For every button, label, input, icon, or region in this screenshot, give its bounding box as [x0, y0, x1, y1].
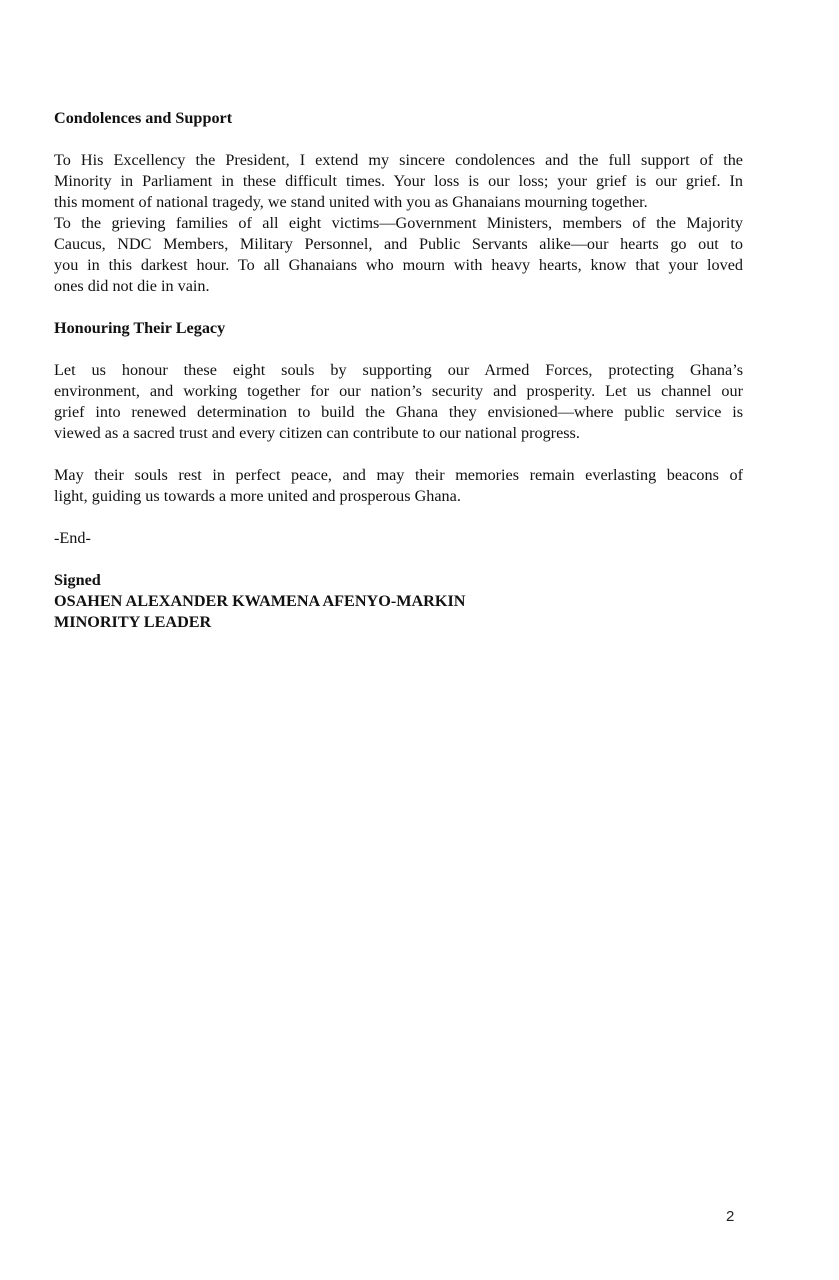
page-number: 2	[726, 1208, 735, 1225]
signatory-name: OSAHEN ALEXANDER KWAMENA AFENYO-MARKIN	[54, 592, 466, 610]
paragraph-rest-in-peace	[54, 465, 743, 507]
paragraph-legacy	[54, 360, 743, 444]
text-line: viewed as a sacred trust and every citizen can contribute to our national progress.	[54, 424, 580, 442]
signed-label: Signed	[54, 571, 101, 589]
text-line: you in this darkest hour. To all Ghanaians who mourn with heavy hearts, know that your loved	[54, 256, 743, 274]
text-line: Caucus, NDC Members, Military Personnel, and Public Servants alike—our hearts go out to	[54, 235, 743, 253]
paragraph-condolences	[54, 150, 743, 297]
text-line: To His Excellency the President, I extend my sincere condolences and the full support of the	[54, 151, 743, 169]
document-body	[54, 108, 743, 633]
text-line: environment, and working together for our nation’s security and prosperity. Let us channel our	[54, 382, 743, 400]
text-line: this moment of national tragedy, we stand united with you as Ghanaians mourning together.	[54, 193, 648, 211]
signatory-title: MINORITY LEADER	[54, 613, 212, 631]
text-line: To the grieving families of all eight victims—Government Ministers, members of the Majority	[54, 214, 743, 232]
text-line: ones did not die in vain.	[54, 277, 210, 295]
text-line: light, guiding us towards a more united and prosperous Ghana.	[54, 487, 461, 505]
signature-block	[54, 570, 743, 633]
heading-legacy: Honouring Their Legacy	[54, 319, 226, 337]
text-line: grief into renewed determination to build the Ghana they envisioned—where public service is	[54, 403, 743, 421]
text-line: May their souls rest in perfect peace, and may their memories remain everlasting beacons of	[54, 466, 743, 484]
text-line: Let us honour these eight souls by supporting our Armed Forces, protecting Ghana’s	[54, 361, 743, 379]
heading-condolences: Condolences and Support	[54, 109, 233, 127]
text-line: Minority in Parliament in these difficult times. Your loss is our loss; your grief is our grief. In	[54, 172, 743, 190]
end-marker: -End-	[54, 529, 91, 547]
